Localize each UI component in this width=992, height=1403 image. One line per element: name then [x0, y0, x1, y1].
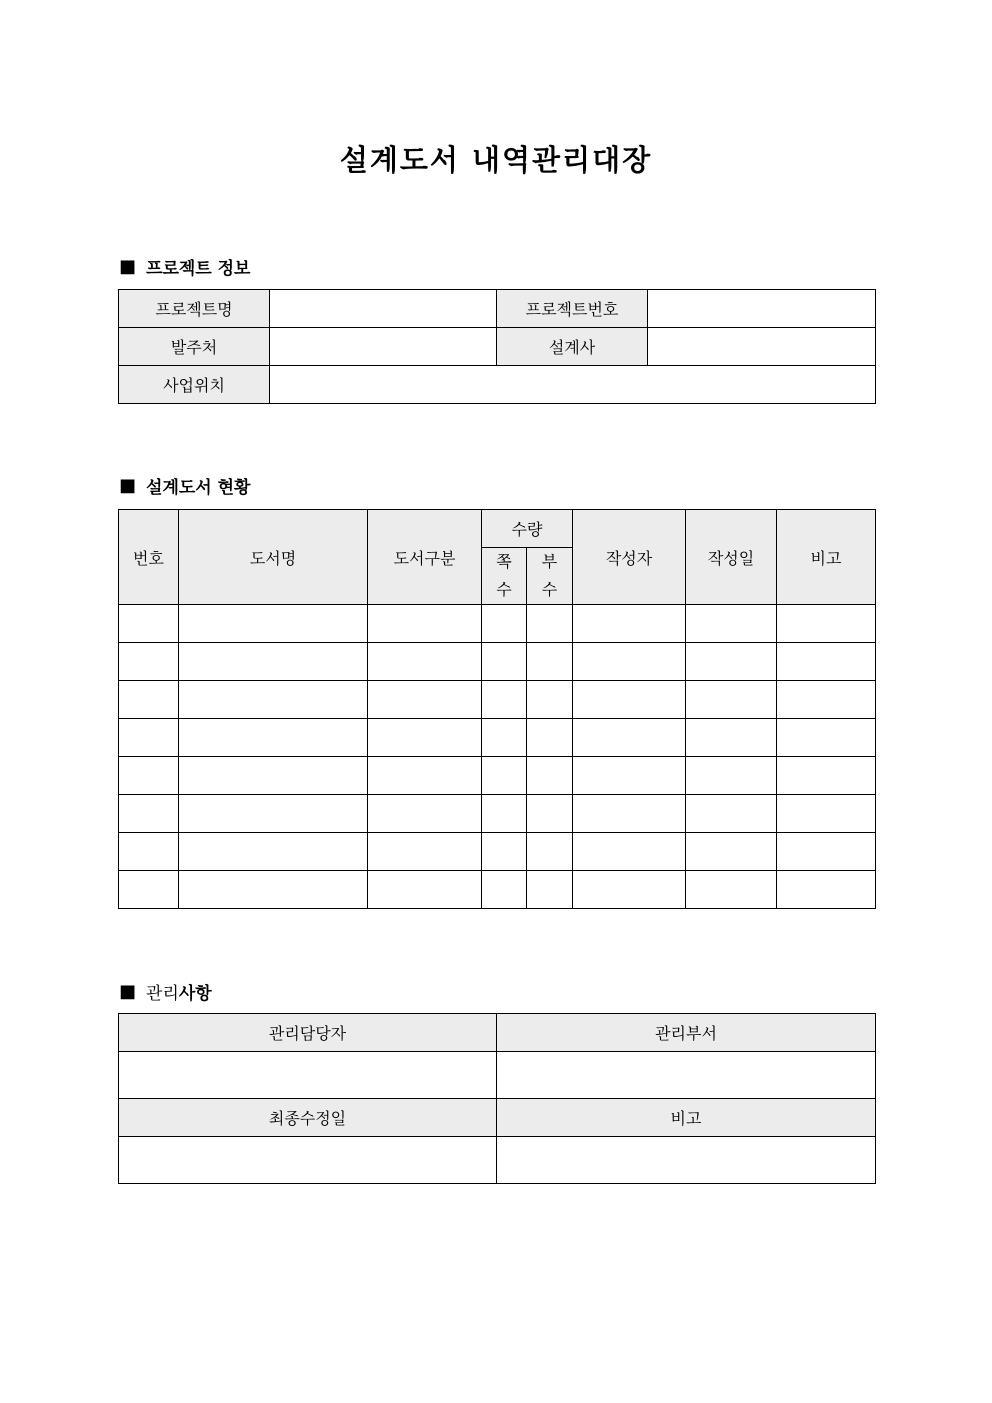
- client-field[interactable]: [270, 328, 497, 366]
- cell-category[interactable]: [368, 681, 482, 719]
- col-header-author: 작성자: [573, 510, 686, 605]
- table-row: [119, 757, 876, 795]
- table-row: [119, 795, 876, 833]
- designer-field[interactable]: [648, 328, 876, 366]
- col-header-category: 도서구분: [368, 510, 482, 605]
- table-row: [119, 833, 876, 871]
- cell-author[interactable]: [573, 643, 686, 681]
- cell-author[interactable]: [573, 757, 686, 795]
- cell-remarks[interactable]: [777, 643, 876, 681]
- cell-author[interactable]: [573, 833, 686, 871]
- drawing-status-rows: [119, 605, 876, 909]
- cell-no[interactable]: [119, 681, 179, 719]
- cell-pages[interactable]: [482, 643, 527, 681]
- cell-no[interactable]: [119, 833, 179, 871]
- cell-pages[interactable]: [482, 757, 527, 795]
- table-row: [119, 605, 876, 643]
- cell-date[interactable]: [686, 681, 777, 719]
- cell-copies[interactable]: [527, 605, 573, 643]
- location-label: 사업위치: [119, 366, 270, 404]
- cell-author[interactable]: [573, 871, 686, 909]
- section-heading-drawing-status: [119, 473, 250, 498]
- cell-drawing-name[interactable]: [179, 643, 368, 681]
- cell-date[interactable]: [686, 833, 777, 871]
- cell-date[interactable]: [686, 757, 777, 795]
- cell-copies[interactable]: [527, 871, 573, 909]
- cell-no[interactable]: [119, 605, 179, 643]
- col-header-pages: [482, 548, 527, 605]
- mgmt-remarks-field[interactable]: [497, 1137, 876, 1184]
- last-modified-label: 최종수정일: [119, 1099, 497, 1137]
- section-heading-text-light: 관리: [146, 984, 179, 1004]
- cell-pages[interactable]: [482, 871, 527, 909]
- table-row: [119, 681, 876, 719]
- section-heading-project-info: [119, 254, 250, 279]
- cell-pages[interactable]: [482, 833, 527, 871]
- cell-copies[interactable]: [527, 643, 573, 681]
- cell-date[interactable]: [686, 719, 777, 757]
- designer-label: 설계사: [497, 328, 648, 366]
- col-header-copies-line2: 수: [541, 580, 558, 599]
- cell-copies[interactable]: [527, 833, 573, 871]
- cell-remarks[interactable]: [777, 757, 876, 795]
- cell-author[interactable]: [573, 681, 686, 719]
- cell-drawing-name[interactable]: [179, 757, 368, 795]
- cell-category[interactable]: [368, 757, 482, 795]
- drawing-status-table: [118, 509, 876, 909]
- manager-field[interactable]: [119, 1052, 497, 1099]
- management-table: [118, 1013, 876, 1184]
- location-field[interactable]: [270, 366, 876, 404]
- cell-date[interactable]: [686, 871, 777, 909]
- table-row: [119, 643, 876, 681]
- cell-remarks[interactable]: [777, 871, 876, 909]
- col-header-drawing-name: 도서명: [179, 510, 368, 605]
- col-header-quantity: 수량: [482, 510, 573, 548]
- cell-category[interactable]: [368, 605, 482, 643]
- cell-category[interactable]: [368, 643, 482, 681]
- cell-remarks[interactable]: [777, 681, 876, 719]
- col-header-pages-line1: 쪽: [496, 552, 512, 571]
- cell-drawing-name[interactable]: [179, 719, 368, 757]
- col-header-pages-line2: 수: [496, 580, 512, 599]
- cell-category[interactable]: [368, 719, 482, 757]
- cell-copies[interactable]: [527, 719, 573, 757]
- cell-pages[interactable]: [482, 719, 527, 757]
- cell-category[interactable]: [368, 833, 482, 871]
- cell-pages[interactable]: [482, 605, 527, 643]
- cell-author[interactable]: [573, 719, 686, 757]
- department-label: 관리부서: [497, 1014, 876, 1052]
- cell-category[interactable]: [368, 795, 482, 833]
- cell-date[interactable]: [686, 605, 777, 643]
- project-name-field[interactable]: [270, 290, 497, 328]
- project-number-field[interactable]: [648, 290, 876, 328]
- square-bullet-icon: ■: [119, 980, 137, 1002]
- cell-no[interactable]: [119, 795, 179, 833]
- project-info-table: [118, 289, 876, 404]
- section-heading-management: [119, 979, 212, 1004]
- section-heading-text: 프로젝트 정보: [146, 259, 251, 279]
- last-modified-field[interactable]: [119, 1137, 497, 1184]
- cell-no[interactable]: [119, 871, 179, 909]
- col-header-remarks: 비고: [777, 510, 876, 605]
- cell-drawing-name[interactable]: [179, 795, 368, 833]
- project-number-label: 프로젝트번호: [497, 290, 648, 328]
- col-header-copies-line1: 부: [541, 552, 558, 571]
- cell-pages[interactable]: [482, 795, 527, 833]
- cell-drawing-name[interactable]: [179, 681, 368, 719]
- cell-copies[interactable]: [527, 681, 573, 719]
- section-heading-text: 설계도서 현황: [146, 478, 251, 498]
- cell-date[interactable]: [686, 643, 777, 681]
- table-row: [119, 719, 876, 757]
- document-title: 설계도서 내역관리대장: [339, 143, 653, 177]
- section-heading-text-bold: 사항: [178, 984, 212, 1004]
- cell-remarks[interactable]: [777, 833, 876, 871]
- cell-remarks[interactable]: [777, 719, 876, 757]
- col-header-no: 번호: [119, 510, 179, 605]
- client-label: 발주처: [119, 328, 270, 366]
- cell-no[interactable]: [119, 719, 179, 757]
- cell-remarks[interactable]: [777, 605, 876, 643]
- col-header-copies: [527, 548, 573, 605]
- table-row: [119, 871, 876, 909]
- square-bullet-icon: ■: [119, 255, 137, 277]
- cell-copies[interactable]: [527, 757, 573, 795]
- cell-drawing-name[interactable]: [179, 605, 368, 643]
- manager-label: 관리담당자: [119, 1014, 497, 1052]
- project-name-label: 프로젝트명: [119, 290, 270, 328]
- cell-copies[interactable]: [527, 795, 573, 833]
- cell-no[interactable]: [119, 643, 179, 681]
- cell-date[interactable]: [686, 795, 777, 833]
- section-heading-text: [146, 979, 212, 1004]
- department-field[interactable]: [497, 1052, 876, 1099]
- mgmt-remarks-label: 비고: [497, 1099, 876, 1137]
- square-bullet-icon: ■: [119, 474, 137, 496]
- cell-pages[interactable]: [482, 681, 527, 719]
- cell-author[interactable]: [573, 605, 686, 643]
- cell-category[interactable]: [368, 871, 482, 909]
- col-header-date: 작성일: [686, 510, 777, 605]
- cell-author[interactable]: [573, 795, 686, 833]
- cell-remarks[interactable]: [777, 795, 876, 833]
- cell-drawing-name[interactable]: [179, 833, 368, 871]
- cell-no[interactable]: [119, 757, 179, 795]
- cell-drawing-name[interactable]: [179, 871, 368, 909]
